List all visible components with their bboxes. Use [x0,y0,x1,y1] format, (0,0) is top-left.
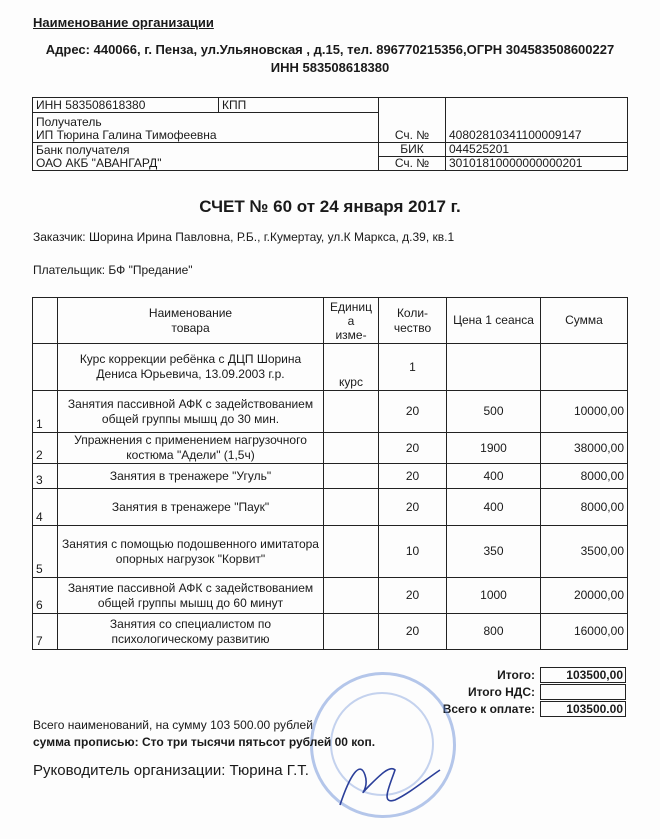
vat-label: Итого НДС: [467,685,535,699]
row-num: 2 [33,433,58,464]
org-name: Наименование организации [33,15,214,30]
row-name: Занятия пассивной АФК с задействованием общей группы мышц до 30 мин. [58,391,324,433]
row-name: Занятие пассивной АФК с задействованием общей группы мышц до 60 минут [58,578,324,614]
recipient-cell [33,113,379,143]
customer-line: Заказчик: Шорина Ирина Павловна, Р.Б., г.Кумертау, ул.К Маркса, д.39, кв.1 [33,230,455,244]
amount-in-words: сумма прописью: Сто три тысячи пятьсот рублей 00 коп. [33,735,376,749]
kpp-cell: КПП [219,98,379,113]
header-name: Наименование товара [58,298,324,344]
row-name: Занятия в тренажере "Угуль" [58,464,324,489]
summary-line: Всего наименований, на сумму 103 500.00 рублей [33,718,313,732]
recipient-label: Получатель [36,115,102,129]
row-qty: 20 [379,464,447,489]
row-unit [324,433,379,464]
bank-label: Банк получателя [36,143,130,157]
table-row [33,526,628,578]
row-unit [324,464,379,489]
row-unit [324,489,379,526]
bik-label: БИК [379,143,446,157]
row-price: 1000 [447,578,541,614]
row-num: 3 [33,464,58,489]
account-label: Сч. № [379,98,446,143]
course-num [33,344,58,391]
row-unit [324,578,379,614]
inn-cell: ИНН 583508618380 [33,98,219,113]
row-price: 1900 [447,433,541,464]
vat-value [540,684,626,700]
org-inn: ИНН 583508618380 [270,60,390,75]
header-qty: Коли- чество [379,298,447,344]
total-value: 103500,00 [540,667,626,683]
bank-details-table [32,97,628,171]
due-value: 103500.00 [540,701,626,717]
bank-cell [33,143,379,171]
corr-label: Сч. № [379,157,446,171]
course-name: Курс коррекции ребёнка с ДЦП Шорина Дениса Юрьевича, 13.09.2003 г.р. [58,344,324,391]
row-price: 500 [447,391,541,433]
signatory-line: Руководитель организации: Тюрина Г.Т. [33,762,309,779]
row-name: Упражнения с применением нагрузочного костюма "Адели" (1,5ч) [58,433,324,464]
course-sum [541,344,628,391]
bik-value: 044525201 [446,143,628,157]
row-price: 400 [447,489,541,526]
row-sum: 16000,00 [541,614,628,650]
header-sum: Сумма [541,298,628,344]
row-price: 400 [447,464,541,489]
row-num: 4 [33,489,58,526]
row-qty: 10 [379,526,447,578]
row-name: Занятия с помощью подошвенного имитатора опорных нагрузок "Корвит" [58,526,324,578]
row-qty: 20 [379,489,447,526]
table-row [33,489,628,526]
row-unit [324,614,379,650]
signature [335,755,445,815]
course-unit: курс [324,344,379,391]
row-price: 800 [447,614,541,650]
row-sum: 20000,00 [541,578,628,614]
table-row [33,464,628,489]
row-sum: 38000,00 [541,433,628,464]
table-row [33,433,628,464]
row-price: 350 [447,526,541,578]
course-qty: 1 [379,344,447,391]
row-sum: 3500,00 [541,526,628,578]
row-qty: 20 [379,578,447,614]
total-label: Итого: [497,668,535,682]
row-num: 5 [33,526,58,578]
table-row [33,614,628,650]
row-unit [324,391,379,433]
header-num [33,298,58,344]
row-num: 6 [33,578,58,614]
row-sum: 8000,00 [541,489,628,526]
row-name: Занятия в тренажере "Паук" [58,489,324,526]
row-sum: 8000,00 [541,464,628,489]
row-name: Занятия со специалистом по психологическому развитию [58,614,324,650]
account-number: 40802810341100009147 [446,98,628,143]
course-price [447,344,541,391]
bank-name: ОАО АКБ "АВАНГАРД" [36,156,162,170]
corr-account: 30101810000000000201 [446,157,628,171]
recipient-name: ИП Тюрина Галина Тимофеевна [36,128,217,142]
invoice-title: СЧЕТ № 60 от 24 января 2017 г. [199,197,461,216]
table-row [33,578,628,614]
items-table [32,297,628,650]
row-num: 1 [33,391,58,433]
row-qty: 20 [379,614,447,650]
row-qty: 20 [379,433,447,464]
org-address: Адрес: 440066, г. Пенза, ул.Ульяновская , д.15, тел. 896770215356,ОГРН 304583508600227 [45,42,615,57]
row-sum: 10000,00 [541,391,628,433]
row-num: 7 [33,614,58,650]
row-unit [324,526,379,578]
table-row [33,391,628,433]
payer-line: Плательщик: БФ "Предание" [33,263,193,277]
header-price: Цена 1 сеанса [447,298,541,344]
table-header-row [33,298,628,344]
due-label: Всего к оплате: [442,702,535,716]
course-row [33,344,628,391]
header-unit: Единиц а изме- [324,298,379,344]
row-qty: 20 [379,391,447,433]
